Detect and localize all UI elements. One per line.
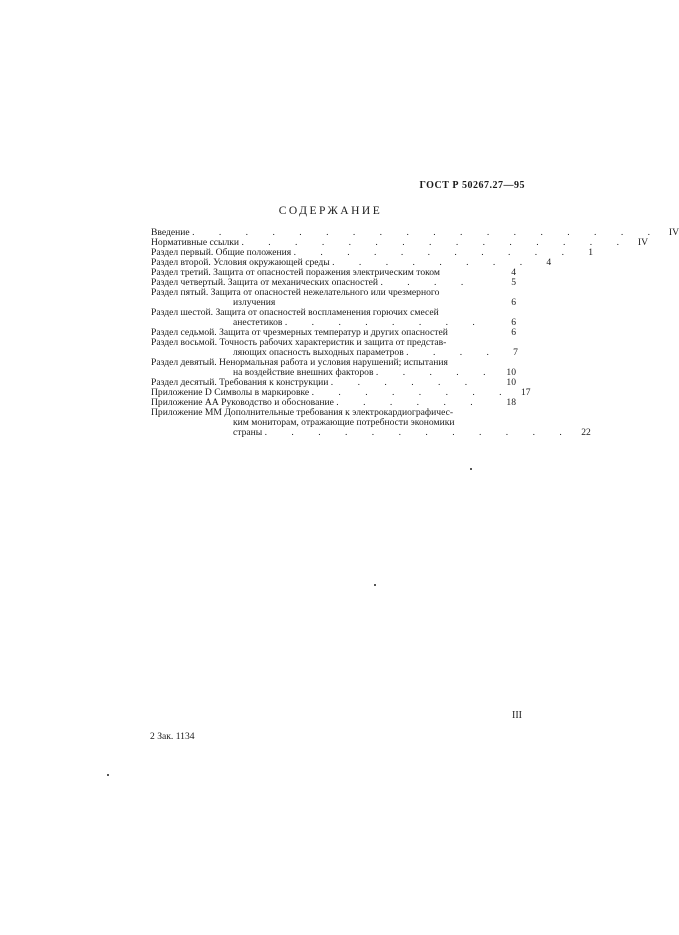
toc-entry-label: Раздел седьмой. Защита от чрезмерных температур и других опасностей: [151, 327, 448, 338]
toc-entry-page: IV: [668, 227, 679, 238]
dot-leader: . . . . . .: [336, 397, 484, 408]
toc-entry-page: 10: [506, 367, 516, 378]
dot-leader: . . . .: [406, 347, 500, 358]
toc-entry-page: 4: [511, 267, 516, 278]
dot-leader: . . . . . . . . . . .: [293, 247, 575, 258]
dot-leader: . . . . . .: [330, 377, 479, 388]
toc-entry-label: Приложение D Символы в маркировке: [151, 387, 310, 398]
dot-leader: . . . .: [380, 277, 475, 288]
toc-entry-label: Раздел девятый. Ненормальная работа и условия нарушений; испытания: [151, 357, 448, 368]
toc-entry-label-continuation-2: страны: [233, 427, 263, 438]
toc-entry-label: Раздел восьмой. Точность рабочих характеристик и защита от представ-: [151, 337, 447, 348]
print-speck: [107, 774, 109, 776]
toc-entry-page: IV: [637, 237, 648, 248]
dot-leader: . . . . . . . . . . . .: [264, 427, 573, 438]
toc-entry-page: 6: [511, 327, 516, 338]
toc-entry-page: 6: [511, 297, 516, 308]
toc-entry-page: 5: [511, 277, 516, 288]
print-order-footer: 2 Зак. 1134: [150, 731, 195, 742]
toc-entry-page: 18: [506, 397, 516, 408]
page-number: III: [512, 710, 522, 721]
toc-entry-label: Раздел пятый. Защита от опасностей нежелательного или чрезмерного: [151, 287, 440, 298]
toc-entry-page: 1: [588, 247, 593, 258]
print-speck: [374, 584, 376, 586]
dot-leader: . . . . . . . . . . . . . . .: [241, 237, 630, 248]
print-speck: [470, 468, 472, 470]
toc-entry-section-9[interactable]: [151, 358, 516, 378]
table-of-contents: [151, 227, 679, 438]
toc-entry-label-continuation: ким мониторам, отражающие потребности экономики: [233, 417, 455, 428]
toc-entry-label: Приложение ММ Дополнительные требования к электрокардиографичес-: [151, 407, 454, 418]
toc-entry-label: Приложение АА Руководство и обоснование: [151, 397, 334, 408]
toc-entry-label: Раздел шестой. Защита от опасностей воспламенения горючих смесей: [151, 307, 439, 318]
toc-entry-page: 22: [581, 427, 591, 438]
toc-entry-section-5[interactable]: [151, 288, 516, 308]
toc-entry-label-continuation: излучения: [233, 297, 276, 308]
page-title: СОДЕРЖАНИЕ: [278, 205, 383, 217]
dot-leader: . . . . .: [375, 367, 497, 378]
toc-entry-page: 4: [546, 257, 552, 268]
toc-entry-label-continuation: на воздействие внешних факторов: [233, 367, 374, 378]
toc-entry-appendix-mm[interactable]: [151, 407, 591, 438]
toc-entry-label: Раздел четвертый. Защита от механических опасностей: [151, 277, 379, 288]
toc-entry-label: Введение: [151, 227, 190, 238]
dot-leader: . . . . . . . . . . . . . . . . . .: [192, 227, 662, 238]
toc-entry-label: Нормативные ссылки: [151, 237, 240, 248]
toc-entry-page: 17: [520, 387, 531, 398]
toc-entry-section-6[interactable]: [151, 308, 516, 328]
toc-entry-page: 7: [513, 347, 518, 358]
toc-entry-label: Раздел первый. Общие положения: [151, 247, 292, 258]
dot-leader: . . . . . . . .: [332, 257, 534, 268]
dot-leader: . . . . . . . .: [284, 317, 486, 328]
toc-entry-section-8[interactable]: [151, 338, 516, 358]
document-standard-header: ГОСТ Р 50267.27—95: [419, 180, 525, 191]
toc-entry-label-continuation: ляющих опасность выходных параметров: [233, 347, 404, 358]
toc-entry-label: Раздел десятый. Требования к конструкции: [151, 377, 329, 388]
toc-entry-label: Раздел третий. Защита от опасностей поражения электрическим током: [151, 267, 440, 278]
dot-leader: . . . . . . . .: [311, 387, 513, 398]
toc-entry-label-continuation: анестетиков: [233, 317, 283, 328]
toc-entry-label: Раздел второй. Условия окружающей среды: [151, 257, 330, 268]
toc-entry-page: 6: [511, 317, 516, 328]
toc-entry-page: 10: [506, 377, 516, 388]
